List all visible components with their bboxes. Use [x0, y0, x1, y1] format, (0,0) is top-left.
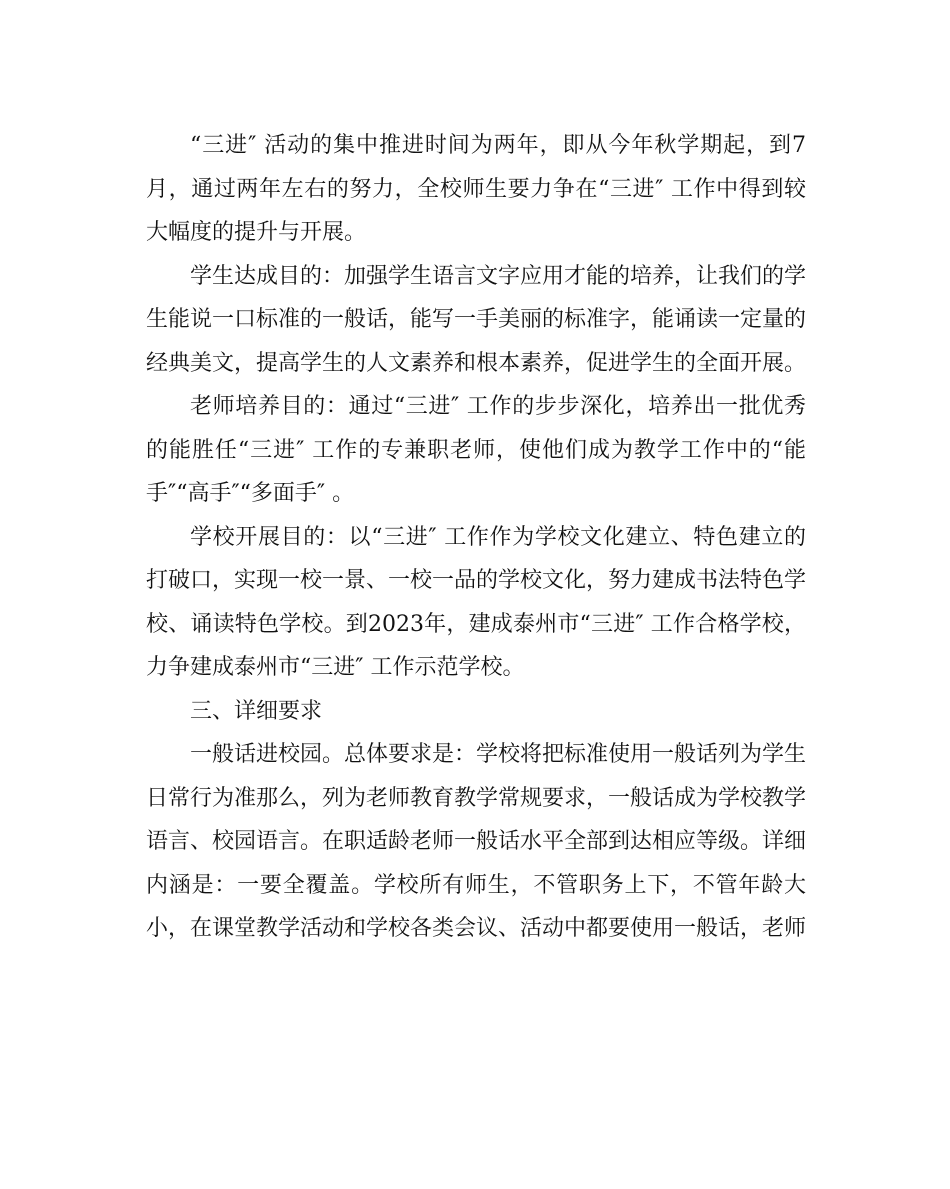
paragraph-mandarin-campus: 一般话进校园。总体要求是：学校将把标准使用一般话列为学生日常行为准那么，列为老师教育教学常规要求，一般话成为学校教学语言、校园语言。在职适龄老师一般话水平全部到达相应等级。详细内涵是：一要全覆盖。学校所有师生，不管职务上下，不管年龄大小，在课堂教学活动和学校各类会议、活动中都要使用一般话，老师 — [146, 742, 807, 941]
paragraph-school-goal: 学校开展目的：以“三进″ 工作作为学校文化建立、特色建立的打破口，实现一校一景、一校一品的学校文化，努力建成书法特色学校、诵读特色学校。到2023年，建成泰州市“三进″ 工作合格学校，力争建成泰州市“三进″ 工作示范学校。 — [146, 524, 807, 680]
document-body — [146, 124, 806, 951]
section-heading: 三、详细要求 — [190, 698, 323, 724]
paragraph-teacher-goal: 老师培养目的：通过“三进″ 工作的步步深化，培养出一批优秀的能胜任“三进″ 工作的专兼职老师，使他们成为教学工作中的“能手″“高手″“多面手″ 。 — [146, 394, 806, 506]
paragraph-student-goal: 学生达成目的：加强学生语言文字应用才能的培养，让我们的学生能说一口标准的一般话，能写一手美丽的标准字，能诵读一定量的经典美文，提高学生的人文素养和根本素养，促进学生的全面开展。 — [146, 263, 807, 376]
paragraph-promotion-period: “三进″ 活动的集中推进时间为两年，即从今年秋学期起，到7月，通过两年左右的努力，全校师生要力争在“三进″ 工作中得到较大幅度的提升与开展。 — [146, 133, 806, 245]
